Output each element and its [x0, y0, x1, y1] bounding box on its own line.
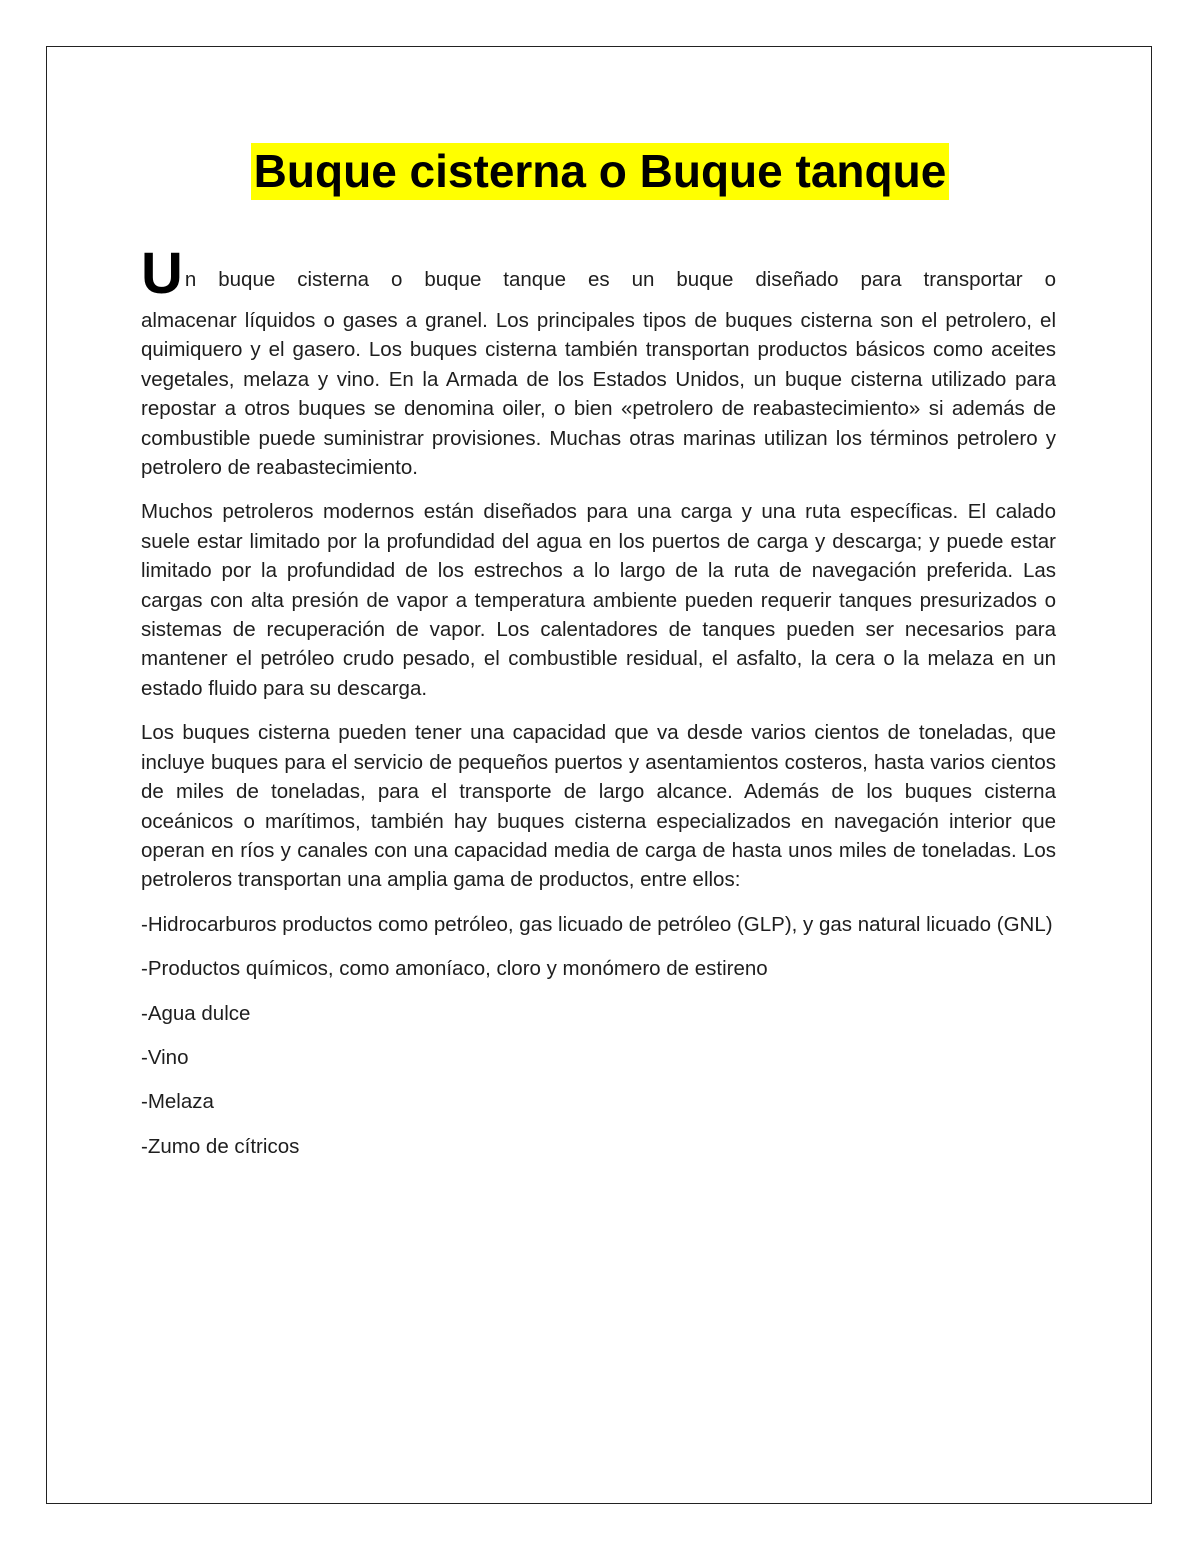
list-item: -Agua dulce	[141, 1001, 251, 1025]
list-item: -Productos químicos, como amoníaco, cloro y monómero de estireno	[141, 957, 768, 981]
first-line	[141, 232, 1056, 306]
list-item: -Vino	[141, 1045, 189, 1069]
list-item: -Hidrocarburos productos como petróleo, gas licuado de petróleo (GLP), y gas natural licuado (GNL)	[141, 912, 1053, 936]
title-container	[0, 143, 1200, 200]
list-item: -Melaza	[141, 1090, 214, 1114]
paragraph-3: Los buques cisterna pueden tener una capacidad que va desde varios cientos de toneladas, que incluye buques para el servicio de pequeños puertos y asentamientos costeros, hasta varios cientos de miles de toneladas, para el transporte de largo alcance. Además de los buques cisterna oceánicos o marítimos, también hay buques cisterna especializados en navegación interior que operan en ríos y canales con una capacidad media de carga de hasta unos miles de toneladas. Los petroleros transportan una amplia gama de productos, entre ellos:	[141, 721, 1056, 892]
paragraph-1	[141, 232, 1056, 482]
document-title: Buque cisterna o Buque tanque	[251, 143, 950, 200]
document-body	[141, 232, 1056, 1176]
paragraph-1-rest: almacenar líquidos o gases a granel. Los principales tipos de buques cisterna son el petrolero, el quimiquero y el gasero. Los buques cisterna también transportan productos básicos como aceites vegetales, melaza y vino. En la Armada de los Estados Unidos, un buque cisterna utilizado para repostar a otros buques se denomina oiler, o bien «petrolero de reabastecimiento» si además de combustible puede suministrar provisiones. Muchas otras marinas utilizan los términos petrolero y petrolero de reabastecimiento.	[141, 309, 1056, 480]
drop-cap: U	[141, 241, 183, 306]
paragraph-2: Muchos petroleros modernos están diseñados para una carga y una ruta específicas. El calado suele estar limitado por la profundidad del agua en los puertos de carga y descarga; y puede estar limitado por la profundidad de los estrechos a lo largo de la ruta de navegación preferida. Las cargas con alta presión de vapor a temperatura ambiente pueden requerir tanques presurizados o sistemas de recuperación de vapor. Los calentadores de tanques pueden ser necesarios para mantener el petróleo crudo pesado, el combustible residual, el asfalto, la cera o la melaza en un estado fluido para su descarga.	[141, 500, 1056, 700]
list-item: -Zumo de cítricos	[141, 1134, 300, 1158]
first-line-text: n buque cisterna o buque tanque es un buque diseñado para transportar o	[184, 268, 1056, 291]
